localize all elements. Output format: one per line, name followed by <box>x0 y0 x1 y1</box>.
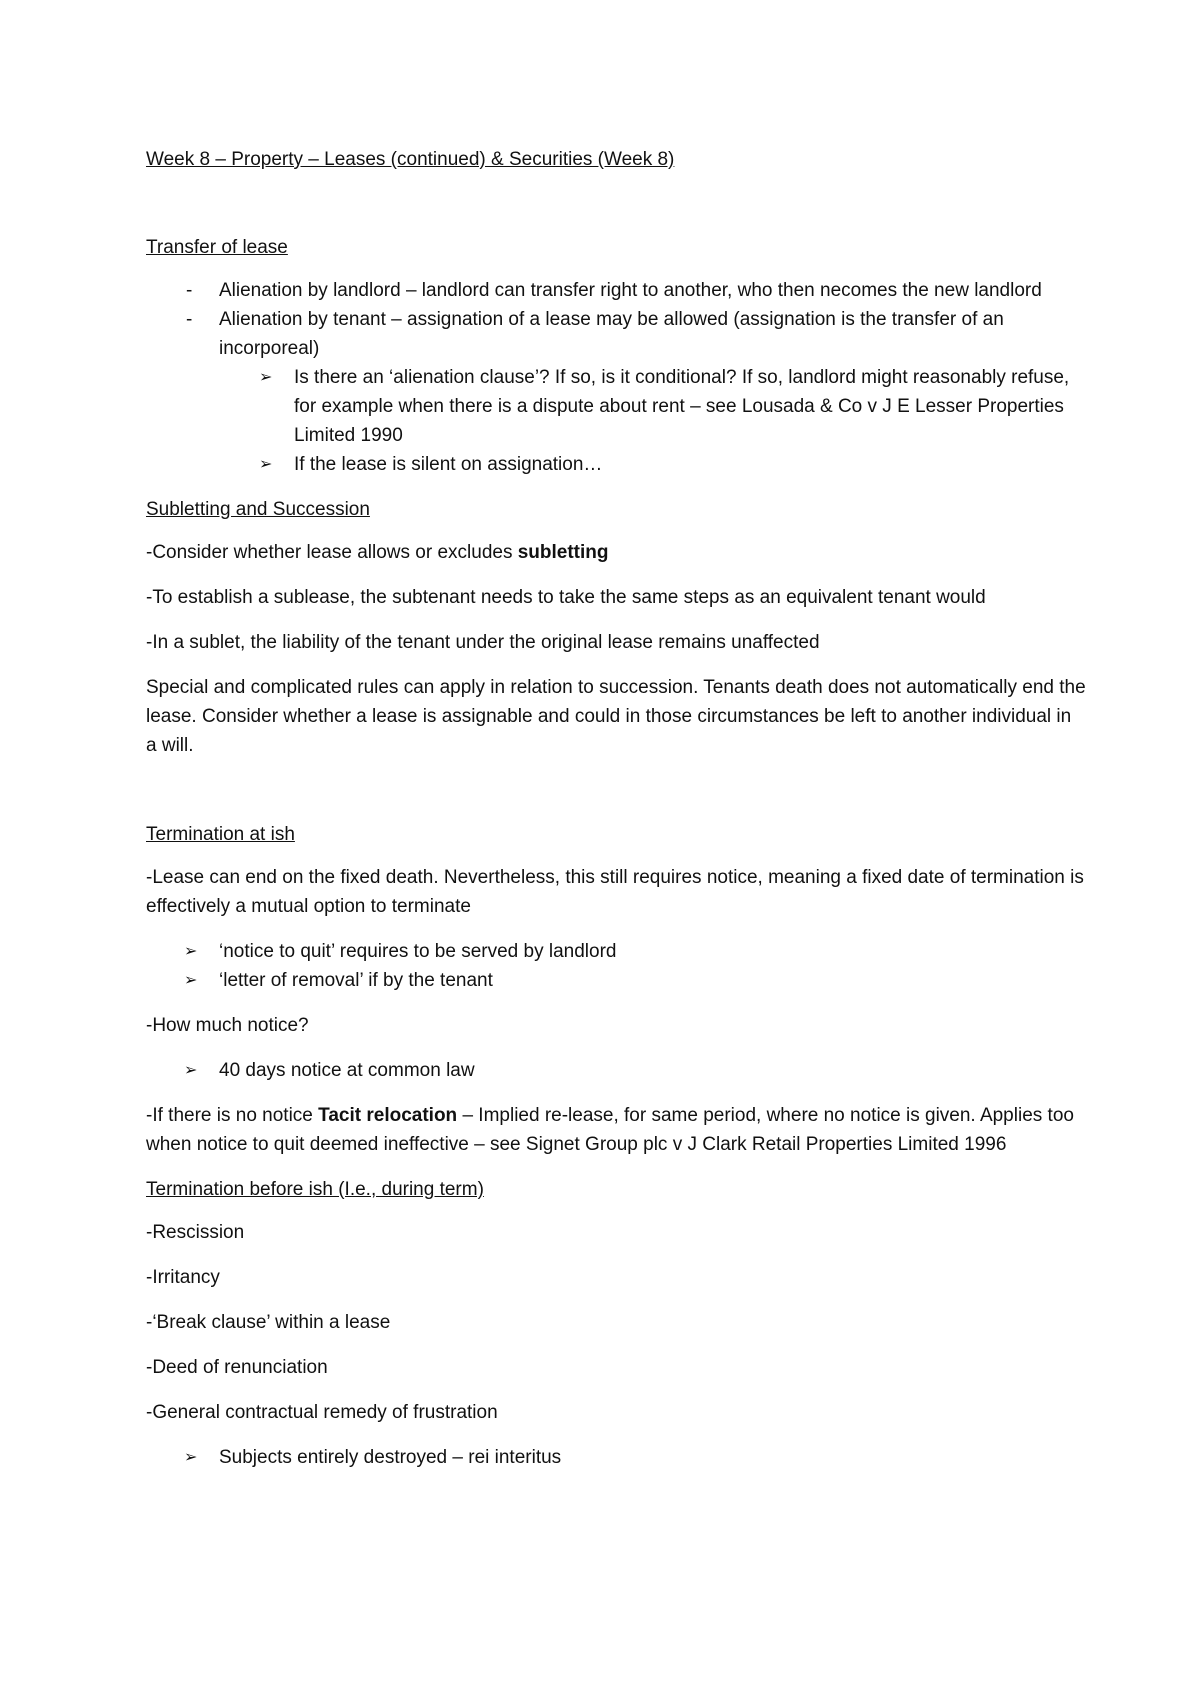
transfer-list <box>146 276 1086 363</box>
paragraph: -In a sublet, the liability of the tenant under the original lease remains unaffected <box>146 632 820 653</box>
list-item: ➢ If the lease is silent on assignation… <box>146 450 1086 479</box>
paragraph: -‘Break clause’ within a lease <box>146 1312 391 1333</box>
heading-transfer-of-lease: Transfer of lease <box>146 237 288 258</box>
notice-period-list <box>146 1056 1086 1085</box>
heading-termination-at-ish: Termination at ish <box>146 824 295 845</box>
paragraph: Special and complicated rules can apply in relation to succession. Tenants death does not automatically end the lease. Consider whether a lease is assignable and could in those circumstances be left to another individual in a will. <box>146 677 1086 756</box>
paragraph: -General contractual remedy of frustration <box>146 1402 498 1423</box>
list-item: - Alienation by landlord – landlord can transfer right to another, who then necomes the new landlord <box>146 276 1086 305</box>
paragraph: -Rescission <box>146 1222 245 1243</box>
document-body <box>146 145 1086 1488</box>
paragraph: -Irritancy <box>146 1267 220 1288</box>
paragraph: -How much notice? <box>146 1015 309 1036</box>
arrow-bullet-icon: ➢ <box>184 1449 198 1466</box>
paragraph: -Deed of renunciation <box>146 1357 328 1378</box>
heading-subletting: Subletting and Succession <box>146 499 370 520</box>
arrow-bullet-icon: ➢ <box>184 972 198 989</box>
transfer-sublist <box>146 363 1086 479</box>
notice-list <box>146 937 1086 995</box>
list-item: ➢ 40 days notice at common law <box>146 1056 1086 1085</box>
paragraph: -To establish a sublease, the subtenant needs to take the same steps as an equivalent tenant would <box>146 587 986 608</box>
document-title: Week 8 – Property – Leases (continued) & Securities (Week 8) <box>146 149 675 170</box>
arrow-bullet-icon: ➢ <box>184 1062 198 1079</box>
list-item: ➢ ‘notice to quit’ requires to be served by landlord <box>146 937 1086 966</box>
paragraph: -Lease can end on the fixed death. Nevertheless, this still requires notice, meaning a fixed date of termination is effectively a mutual option to terminate <box>146 867 1084 917</box>
arrow-bullet-icon: ➢ <box>259 456 273 473</box>
frustration-list <box>146 1443 1086 1472</box>
list-item: - Alienation by tenant – assignation of a lease may be allowed (assignation is the transfer of an incorporeal) <box>146 305 1086 363</box>
arrow-bullet-icon: ➢ <box>184 943 198 960</box>
paragraph: -Consider whether lease allows or excludes subletting <box>146 542 609 563</box>
arrow-bullet-icon: ➢ <box>259 369 273 386</box>
list-item: ➢ ‘letter of removal’ if by the tenant <box>146 966 1086 995</box>
list-item: ➢ Is there an ‘alienation clause’? If so, is it conditional? If so, landlord might reasonably refuse, for example when there is a dispute about rent – see Lousada & Co v J E Lesser Properties Limited 1990 <box>146 363 1086 450</box>
heading-termination-before-ish: Termination before ish (I.e., during term) <box>146 1179 484 1200</box>
paragraph: -If there is no notice Tacit relocation – Implied re-lease, for same period, where no notice is given. Applies too when notice to quit deemed ineffective – see Signet Group plc v J Clark Retail Properties Limited 1996 <box>146 1105 1074 1155</box>
list-item: ➢ Subjects entirely destroyed – rei interitus <box>146 1443 1086 1472</box>
